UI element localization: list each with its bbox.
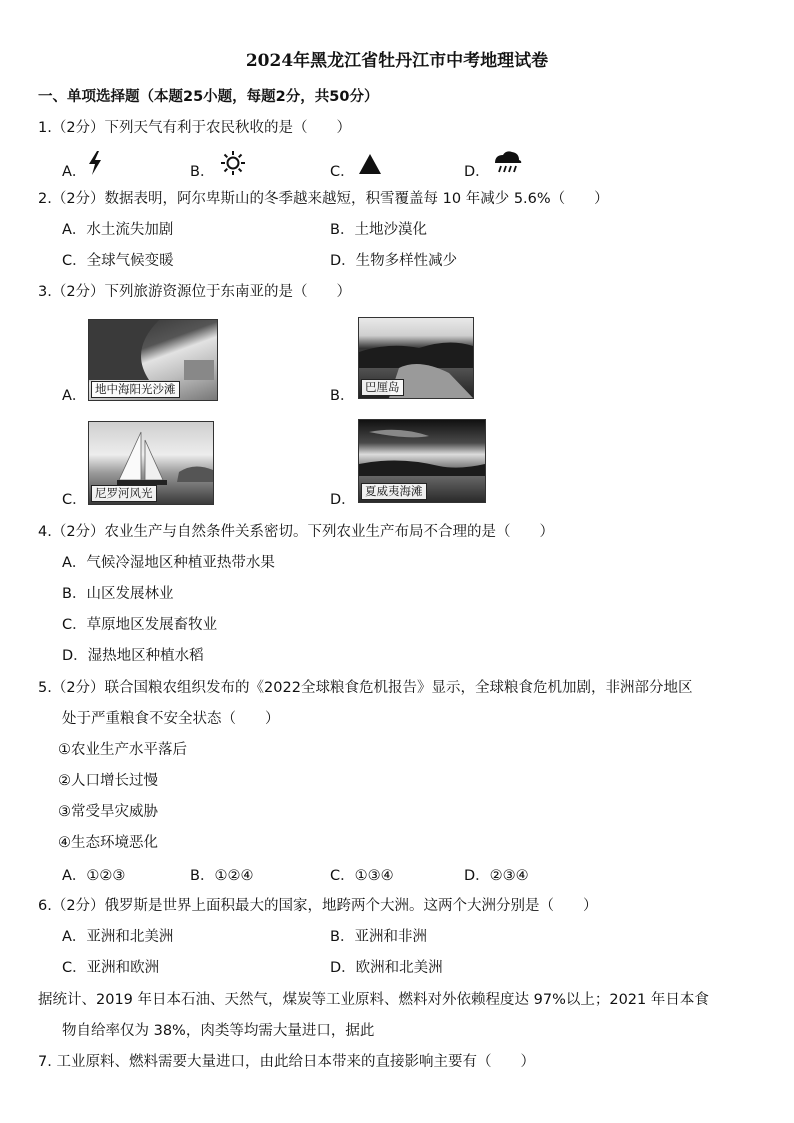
photo-caption-d: 夏威夷海滩	[361, 483, 427, 500]
question-5-stem-line1: 5.（2分）联合国粮农组织发布的《2022全球粮食危机报告》显示，全球粮食危机加剧，非洲部分地区	[38, 680, 693, 696]
q5-option-c[interactable]: C．①③④	[330, 868, 394, 884]
question-2-stem: 2.（2分）数据表明，阿尔卑斯山的冬季越来越短，积雪覆盖每 10 年减少 5.6%（ ）	[38, 191, 609, 207]
q1-option-c[interactable]: C．	[330, 164, 355, 180]
q3-option-b[interactable]: B．	[330, 388, 355, 404]
passage-line-1: 据统计、2019 年日本石油、天然气，煤炭等工业原料、燃料对外依赖程度达 97%以上；2021 年日本食	[38, 992, 709, 1008]
q4-option-d[interactable]: D．湿热地区种植水稻	[62, 648, 204, 664]
q5-item-2: ②人口增长过慢	[58, 773, 158, 789]
q3-option-a[interactable]: A．	[62, 388, 87, 404]
section-heading: 一、单项选择题（本题25小题，每题2分，共50分）	[38, 89, 379, 105]
q2-option-d[interactable]: D．生物多样性减少	[330, 253, 458, 269]
q2-option-a[interactable]: A．水土流失加剧	[62, 222, 174, 238]
q4-option-c[interactable]: C．草原地区发展畜牧业	[62, 617, 218, 633]
bali-photo	[358, 317, 474, 399]
q5-option-a[interactable]: A．①②③	[62, 868, 126, 884]
nile-photo	[88, 421, 214, 505]
q4-option-a[interactable]: A．气候冷湿地区种植亚热带水果	[62, 555, 275, 571]
q6-option-c[interactable]: C．亚洲和欧洲	[62, 960, 160, 976]
hawaii-beach-photo	[358, 419, 486, 503]
q5-item-1: ①农业生产水平落后	[58, 742, 187, 758]
photo-caption-a: 地中海阳光沙滩	[91, 381, 180, 398]
photo-caption-b: 巴厘岛	[361, 379, 404, 396]
q5-option-b[interactable]: B．①②④	[190, 868, 254, 884]
q1-option-b[interactable]: B．	[190, 164, 215, 180]
lightning-icon	[86, 150, 104, 176]
q5-item-3: ③常受旱灾威胁	[58, 804, 158, 820]
q2-option-c[interactable]: C．全球气候变暖	[62, 253, 174, 269]
q5-option-d[interactable]: D．②③④	[464, 868, 529, 884]
question-4-stem: 4.（2分）农业生产与自然条件关系密切。下列农业生产布局不合理的是（ ）	[38, 524, 555, 540]
photo-caption-c: 尼罗河风光	[91, 485, 157, 502]
question-5-stem-line2: 处于严重粮食不安全状态（ ）	[62, 711, 280, 727]
q6-option-b[interactable]: B．亚洲和非洲	[330, 929, 427, 945]
question-1-stem: 1.（2分）下列天气有利于农民秋收的是（ ）	[38, 120, 352, 136]
q3-option-c[interactable]: C．	[62, 492, 87, 508]
q6-option-a[interactable]: A．亚洲和北美洲	[62, 929, 174, 945]
question-6-stem: 6.（2分）俄罗斯是世界上面积最大的国家，地跨两个大洲。这两个大洲分别是（ ）	[38, 898, 598, 914]
sun-icon	[220, 150, 246, 176]
question-3-stem: 3.（2分）下列旅游资源位于东南亚的是（ ）	[38, 284, 352, 300]
rain-cloud-icon	[491, 149, 523, 177]
q5-item-4: ④生态环境恶化	[58, 835, 158, 851]
question-7-stem: 7. 工业原料、燃料需要大量进口，由此给日本带来的直接影响主要有（ ）	[38, 1054, 535, 1070]
q1-option-d[interactable]: D．	[464, 164, 490, 180]
triangle-icon	[358, 153, 382, 175]
q2-option-b[interactable]: B．土地沙漠化	[330, 222, 427, 238]
q3-option-d[interactable]: D．	[330, 492, 356, 508]
passage-line-2: 物自给率仅为 38%，肉类等均需大量进口，据此	[62, 1023, 375, 1039]
page-title: 2024年黑龙江省牡丹江市中考地理试卷	[245, 51, 549, 71]
q4-option-b[interactable]: B．山区发展林业	[62, 586, 174, 602]
q6-option-d[interactable]: D．欧洲和北美洲	[330, 960, 443, 976]
mediterranean-beach-photo	[88, 319, 218, 401]
q1-option-a[interactable]: A．	[62, 164, 87, 180]
